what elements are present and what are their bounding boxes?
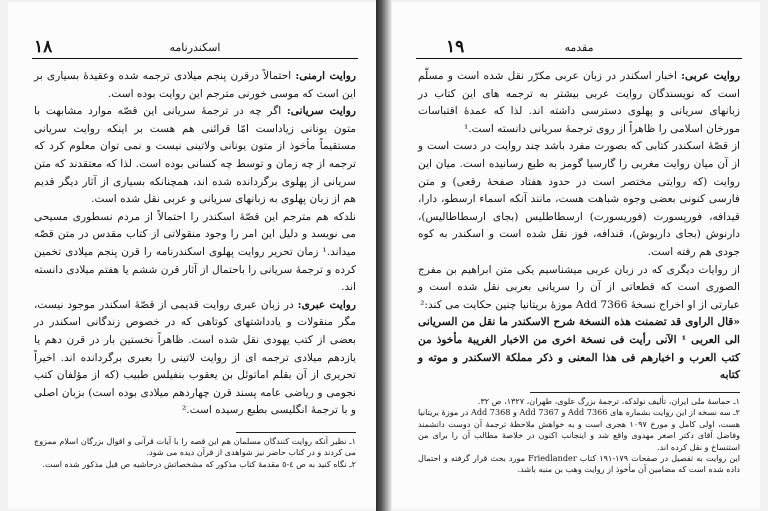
left-footnote-rule [236,432,356,433]
paragraph-text: نلدکه هم مترجم این قصّهٔ اسکندر را احتمالاً از مردم نسطوری مسیحی می نویسد و دلیل این امر را وجود منقولاتی از کتاب مقدس در متن قصّه میداند.¹ زمان تحریر روایت پهلوی اسکندرنامه را قرن پنجم میلادی تخمین کرده و ترجمهٔ سریانی را باحتمال از آثار قرن ششم یا هفتم میلادی دانسته اند. [34,210,356,294]
footnote: ٢ـ سه نسخه از این روایت بشماره های Add 7366 و Add 7367 و Add 7368 در موزهٔ بریتانیا هست، اولی کامل و مورخ ۱۰۹۷ هجری است و به خواهش ملاحظهٔ ترجمهٔ آن دوست دانشمند وفاضل آقای دکتر اصغر مهدوی واقع شد و اینجانب اکنون در خلاصهٔ مطالب آن را برای من استنساخ و نقل کرده اند. [418,407,740,452]
right-paragraph-maghrebi [418,138,740,261]
footnote: این روایت به تفصیل در صفحات ۱۷۹-۱۹۱ کتاب Friedlander مورد بحث قرار گرفته و احتمال داده شده است که مضامین آن مأخوذ از روایت وهب بن منبه باشد. [418,453,740,475]
left-paragraph-armenian [34,68,356,103]
book-gutter [376,0,392,511]
paragraph-text: از روایات دیگری که در زبان عربی میشناسیم یکی متن ابراهیم بن مفرج الصوری است که قطعاتی از آن را سریانی بعربی نقل شده است و عبارتی از او اخراج نسخهٔ Add 7366 موزهٔ بریتانیا چنین حکایت می کند:² [418,263,740,311]
section-heading: روایت عربی: [681,70,740,82]
section-heading: روایت عبری: [297,298,357,311]
right-page [392,2,760,509]
right-page-header [416,38,742,59]
paragraph-text: از قصّهٔ اسکندر کتابی که بصورت مفرد باشد چند روایت در دست است و از آن میان روایت مغربی را گارسیا گومز به طبع رسانیده است. میان این روایت (که روایتی مختصر است در حدود هفتاد صفحهٔ رقعی) و متن فارسی کنونی بعضی وجوه شباهت هست، مانند آنکه اسماء ارسطو، دارا، قیدافه، فورپسورت (فوریسورت) ارسطاطلیس (بجای ارسطاطالیس)، دارنوش (بجای داریوش)، قندافه، فوز نقل شده است و اسکندر به کوه جودی هم رفته است. [418,140,740,258]
paragraph-text: اخبار اسکندر در زبان عربی مکرّر نقل شده است و مسلّم است که نویسندگان روایت عربی بیشتر به ترجمه های این کتاب در زبانهای سریانی و پهلوی دسترسی داشته اند. لذا که عمدهٔ اقتباسات مورخان اسلامی را ظاهراً از روی ترجمهٔ سریانی دانسته است.¹ [418,70,740,135]
left-page [8,2,376,509]
right-paragraph-arabic [418,68,740,138]
paragraph-text: اگر چه در ترجمهٔ سریانی این قصّه موارد مشابهت با متون یونانی زیاداست امّا قرائنی هم هست بر اینکه روایت سریانی مستقیماً مأخوذ از متون یونانی ولاتینی نیست و نمی توان معلوم کرد که ترجمه از چه زمان و توسط چه کسانی بوده است. لذا که معتقدند که متن سریانی از پهلوی برگردانده شده اند، همچنانکه بسیاری از آثار دیگر قدیم هم از زبان پهلوی به زبانهای سریانی و عربی نقل شده است. [34,105,356,206]
left-paragraph-noldeke [34,209,356,297]
right-footnotes [418,396,740,476]
left-footnotes [34,436,356,470]
left-page-number: ١٨ [34,37,53,57]
left-page-header [32,38,358,59]
right-footnote-rule [530,392,740,393]
section-heading: روایت سریانی: [286,105,356,118]
section-heading: روایت ارمنی: [295,70,356,82]
right-running-title: مقدمه [564,41,594,54]
right-paragraph-other-versions [418,262,740,315]
footnote: ١ـ حماسهٔ ملی ایران، تألیف نولدکه، ترجمهٔ بزرگ علوی، طهران، ۱۳۲۷، ص ۳۲. [477,396,740,406]
paragraph-text: در زبان عبری روایت قدیمی از قصّهٔ اسکندر موجود نیست، مگر منقولات و یادداشتهای کوتاهی که در خصوص زندگانی اسکندر در بعضی از کتب یهودی نقل شده است. ظاهراً نخستین بار در قرن دهم یا یازدهم میلادی ترجمه ای از روایت لاتینی را بعبری برگردانده اند. اخیراً تحریری از آن بقلم اماتوئل بن یعقوب بنفیلس طبیب (که از مؤلفان کتب نجومی و ریاضی عامه پسند قرن چهاردهم میلادی بوده است) بزبان اصلی و با ترجمهٔ انگلیسی بطبع رسیده است.² [34,298,356,417]
right-arabic-quotation: «قال الراوی قد تضمنت هذه النسخة شرح الاسکندر ما نقل من السریانی الی العربی ¹ الآنی رأیت فی نسخة اخری من الاخبار الغریبة مأخوذ من کتب العرب و اخبارهم فی هذا المعنی و ذکر مملکة الاسکندر و موته و کتابه [418,316,740,382]
right-page-number: ١٩ [446,37,465,57]
left-running-title: اسکندرنامه [169,41,221,54]
footnote: ١ـ نظیر آنکه روایت کنندگان مسلمان هم این قصه را با آیات قرآنی و اقوال بزرگان اسلام ممزوج می کردند و در کتاب حاضر نیز شواهدی از قرآن دیده می شود. [34,436,356,458]
right-body-text [418,68,740,385]
left-paragraph-hebrew [34,297,356,420]
left-body-text [34,68,356,420]
footnote: ٢ـ نگاه کنید به ص ٤-٥ مقدمهٔ کتاب مذکور که مشخصاتش درحاشیه ص قبل مذکور شده است. [42,458,356,469]
left-paragraph-syriac [34,103,356,209]
paragraph-text: احتمالاً درقرن پنجم میلادی ترجمه شده وعقیدهٔ بسیاری بر این است که موسی خورنی مترجم این روایت بوده است. [34,70,356,100]
